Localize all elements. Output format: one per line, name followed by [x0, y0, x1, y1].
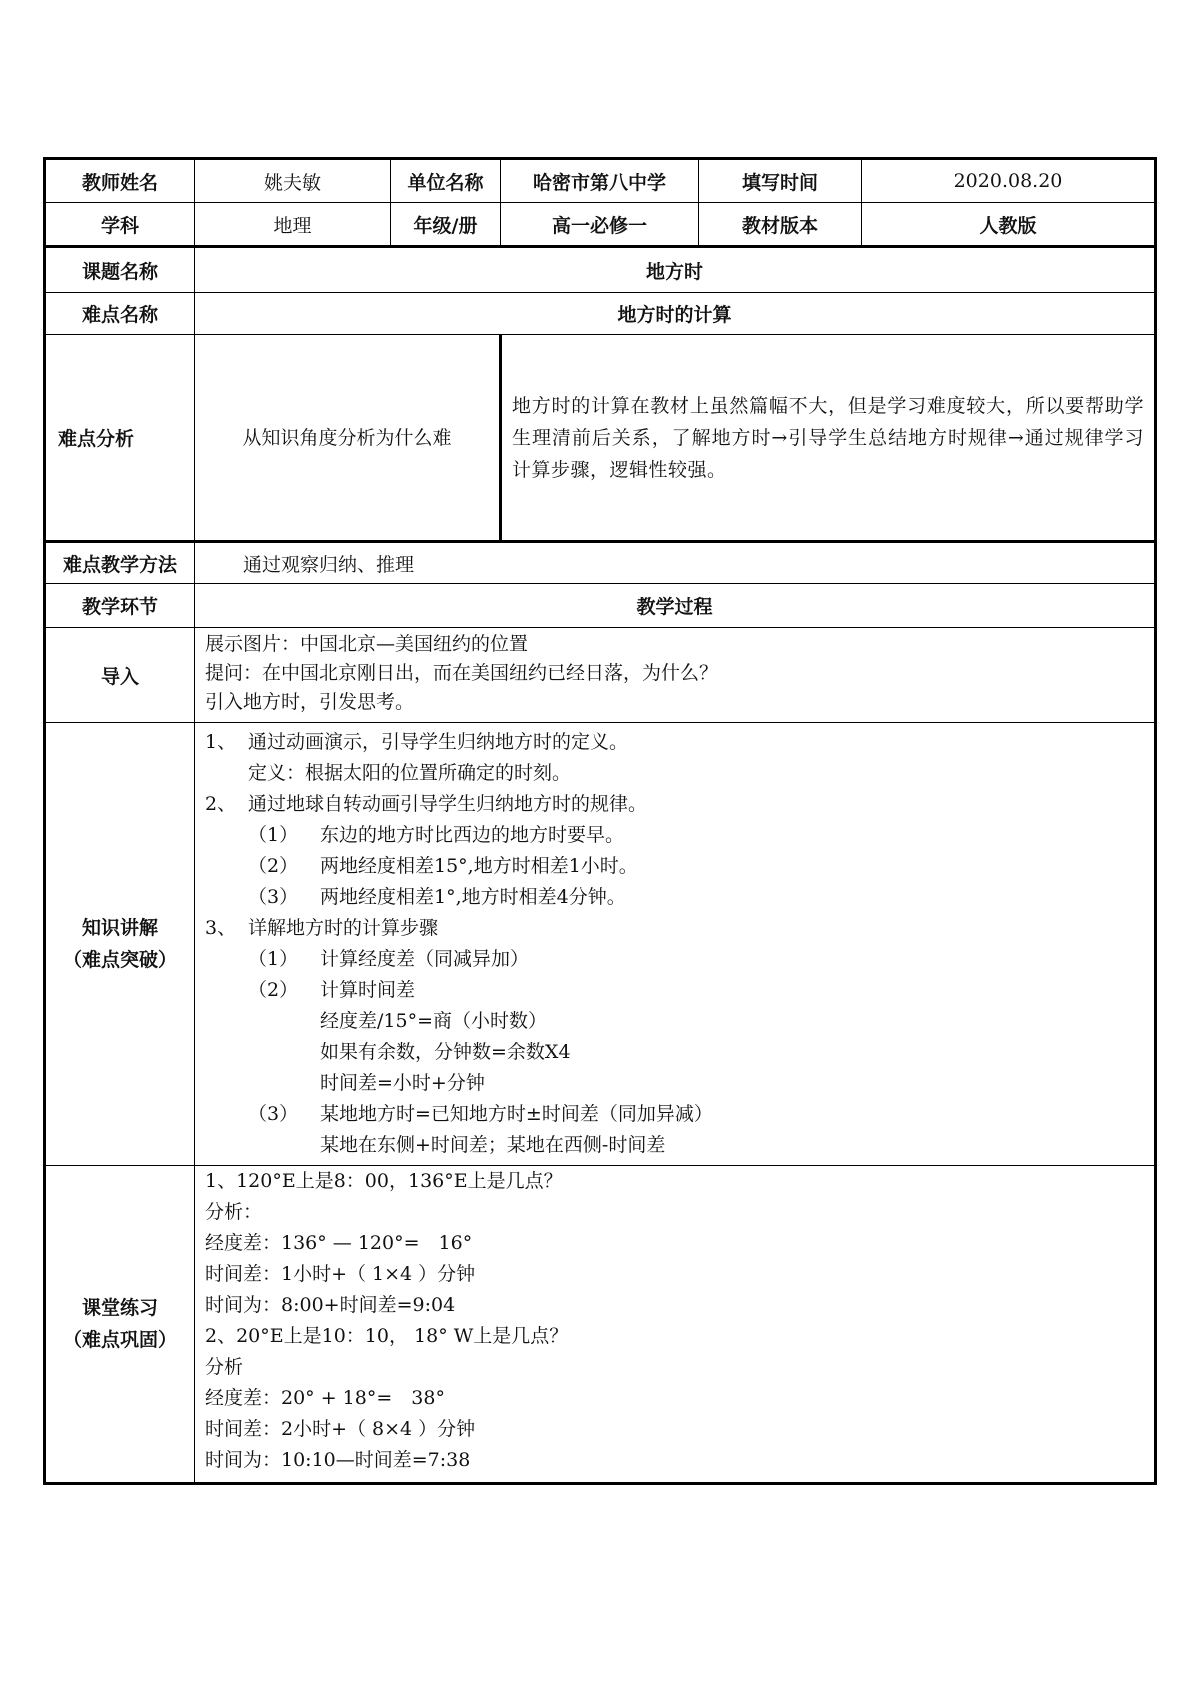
- practice-line: 时间为：10:10—时间差=7:38: [205, 1449, 471, 1471]
- intro-label: 导入: [45, 628, 195, 723]
- step-text: 详解地方时的计算步骤: [248, 917, 439, 939]
- rule-number: （3）: [248, 886, 299, 908]
- step-text: 通过地球自转动画引导学生归纳地方时的规律。: [248, 793, 648, 815]
- knowledge-row: [45, 723, 1156, 1166]
- teacher-value: 姚夫敏: [195, 159, 391, 203]
- grade-label: 年级/册: [391, 203, 501, 247]
- step-number: 2、: [205, 793, 237, 815]
- teacher-label: 教师姓名: [45, 159, 195, 203]
- substep-detail: 经度差/15°=商（小时数）: [320, 1010, 547, 1032]
- substep-detail: 时间差=小时+分钟: [320, 1072, 485, 1094]
- knowledge-label: [45, 723, 195, 1166]
- process-title: 教学过程: [195, 584, 1156, 628]
- practice-line: 分析：: [205, 1201, 263, 1223]
- step-text: 通过动画演示，引导学生归纳地方时的定义。: [248, 731, 629, 753]
- intro-content: [195, 628, 1156, 723]
- definition-text: 定义：根据太阳的位置所确定的时刻。: [248, 762, 572, 784]
- difficulty-row: [45, 293, 1156, 335]
- substep-detail: 如果有余数，分钟数=余数X4: [320, 1041, 571, 1063]
- practice-line: 2、20°E上是10：10， 18° W上是几点？: [205, 1325, 569, 1347]
- grade-value: 高一必修一: [501, 203, 699, 247]
- topic-value: 地方时: [195, 247, 1156, 293]
- intro-row: [45, 628, 1156, 723]
- analysis-label: 难点分析: [45, 335, 195, 542]
- practice-line: 经度差：136° — 120°= 16°: [205, 1232, 473, 1254]
- knowledge-label-1: 知识讲解: [81, 917, 158, 939]
- practice-line: 时间为：8:00+时间差=9:04: [205, 1294, 456, 1316]
- practice-label-2: （难点巩固）: [62, 1329, 177, 1351]
- practice-line: 分析: [205, 1356, 244, 1378]
- process-header-row: [45, 584, 1156, 628]
- step-number: 3、: [205, 917, 237, 939]
- subject-value: 地理: [195, 203, 391, 247]
- analysis-why-label: 从知识角度分析为什么难: [195, 335, 501, 542]
- header-row-2: [45, 203, 1156, 247]
- substep-text: 计算时间差: [320, 979, 416, 1001]
- process-stage-label: 教学环节: [45, 584, 195, 628]
- edition-label: 教材版本: [699, 203, 862, 247]
- date-label: 填写时间: [699, 159, 862, 203]
- practice-line: 时间差：2小时+（ 8×4 ）分钟: [205, 1418, 476, 1440]
- rule-text: 两地经度相差15°,地方时相差1小时。: [320, 855, 638, 877]
- method-row: [45, 542, 1156, 584]
- unit-label: 单位名称: [391, 159, 501, 203]
- practice-row: [45, 1166, 1156, 1484]
- method-value: 通过观察归纳、推理: [195, 542, 1156, 584]
- intro-line: 提问：在中国北京刚日出，而在美国纽约已经日落，为什么？: [205, 662, 719, 684]
- rule-number: （1）: [248, 824, 299, 846]
- substep-text: 计算经度差（同减异加）: [320, 948, 530, 970]
- subject-label: 学科: [45, 203, 195, 247]
- practice-label-1: 课堂练习: [81, 1297, 158, 1319]
- topic-label: 课题名称: [45, 247, 195, 293]
- analysis-text: 地方时的计算在教材上虽然篇幅不大，但是学习难度较大，所以要帮助学生理清前后关系，了解地方时→引导学生总结地方时规律→通过规律学习计算步骤，逻辑性较强。: [501, 335, 1156, 542]
- practice-line: 1、120°E上是8：00，136°E上是几点？: [205, 1170, 563, 1192]
- step-number: 1、: [205, 731, 237, 753]
- header-row-1: [45, 159, 1156, 203]
- method-label: 难点教学方法: [45, 542, 195, 584]
- intro-line: 引入地方时，引发思考。: [205, 691, 415, 713]
- topic-row: [45, 247, 1156, 293]
- practice-line: 时间差：1小时+（ 1×4 ）分钟: [205, 1263, 476, 1285]
- edition-value: 人教版: [862, 203, 1156, 247]
- unit-value: 哈密市第八中学: [501, 159, 699, 203]
- difficulty-value: 地方时的计算: [195, 293, 1156, 335]
- substep-text: 某地地方时=已知地方时±时间差（同加异减）: [320, 1103, 713, 1125]
- lesson-plan-table: [43, 157, 1157, 1485]
- practice-line: 经度差：20° + 18°= 38°: [205, 1387, 445, 1409]
- substep-number: （1）: [248, 948, 299, 970]
- rule-text: 两地经度相差1°,地方时相差4分钟。: [320, 886, 626, 908]
- practice-content: [195, 1166, 1156, 1484]
- substep-number: （3）: [248, 1103, 299, 1125]
- difficulty-label: 难点名称: [45, 293, 195, 335]
- date-value: 2020.08.20: [862, 159, 1156, 203]
- substep-number: （2）: [248, 979, 299, 1001]
- intro-line: 展示图片：中国北京—美国纽约的位置: [205, 633, 529, 655]
- rule-number: （2）: [248, 855, 299, 877]
- lesson-plan-page: [43, 157, 1154, 1485]
- knowledge-label-2: （难点突破）: [62, 949, 177, 971]
- knowledge-content: [195, 723, 1156, 1166]
- substep-detail: 某地在东侧+时间差；某地在西侧-时间差: [320, 1134, 666, 1156]
- analysis-row: [45, 335, 1156, 542]
- practice-label: [45, 1166, 195, 1484]
- rule-text: 东边的地方时比西边的地方时要早。: [320, 824, 625, 846]
